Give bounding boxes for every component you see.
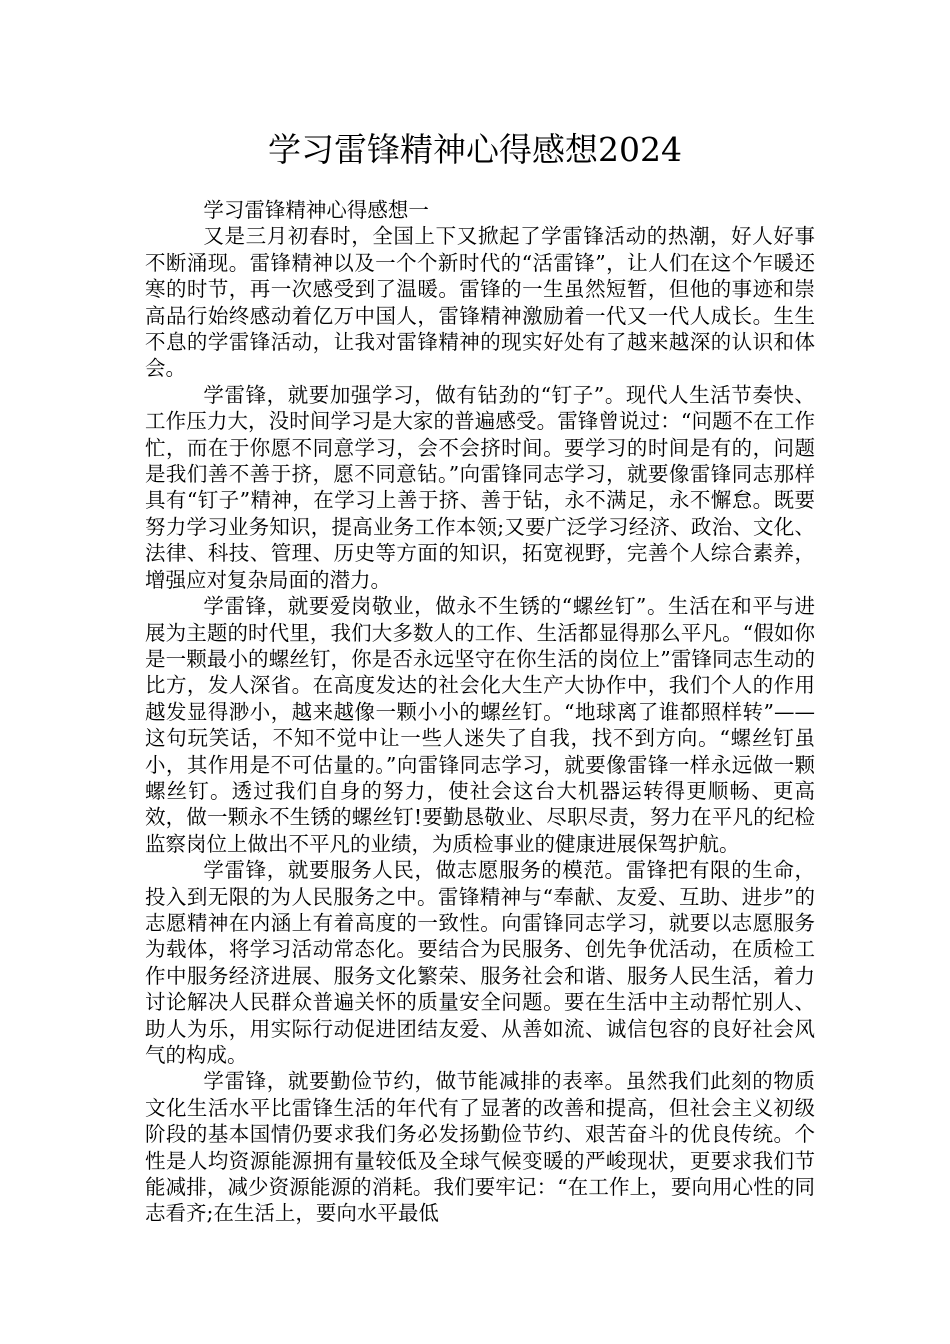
- document-title: 学习雷锋精神心得感想2024: [268, 130, 682, 169]
- paragraph-frugality: 学雷锋，就要勤俭节约，做节能减排的表率。虽然我们此刻的物质文化生活水平比雷锋生活的年代有了显著的改善和提高，但社会主义初级阶段的基本国情仍要求我们务必发扬勤俭节约、艰苦奋斗的优良传统。个性是人均资源能源拥有量较低及全球气候变暖的严峻现状，更要求我们节能减排，减少资源能源的消耗。我们要牢记：“在工作上，要向用心性的同志看齐;在生活上，要向水平最低: [145, 1069, 815, 1226]
- paragraph-intro: 又是三月初春时，全国上下又掀起了学雷锋活动的热潮，好人好事不断涌现。雷锋精神以及一个个新时代的“活雷锋”，让人们在这个乍暖还寒的时节，再一次感受到了温暖。雷锋的一生虽然短暂，但他的事迹和崇高品行始终感动着亿万中国人，雷锋精神激励着一代又一代人成长。生生不息的学雷锋活动，让我对雷锋精神的现实好处有了越来越深的认识和体会。: [145, 224, 815, 381]
- document-body: [145, 197, 815, 1227]
- paragraph-service: 学雷锋，就要服务人民，做志愿服务的模范。雷锋把有限的生命，投入到无限的为人民服务之中。雷锋精神与“奉献、友爱、互助、进步”的志愿精神在内涵上有着高度的一致性。向雷锋同志学习，就要以志愿服务为载体，将学习活动常态化。要结合为民服务、创先争优活动，在质检工作中服务经济进展、服务文化繁荣、服务社会和谐、服务人民生活，着力讨论解决人民群众普遍关怀的质量安全问题。要在生活中主动帮忙别人、助人为乐，用实际行动促进团结友爱、从善如流、诚信包容的良好社会风气的构成。: [145, 858, 815, 1067]
- paragraph-study: 学雷锋，就要加强学习，做有钻劲的“钉子”。现代人生活节奏快、工作压力大，没时间学习是大家的普遍感受。雷锋曾说过：“问题不在工作忙，而在于你愿不同意学习，会不会挤时间。要学习的时间是有的，问题是我们善不善于挤，愿不同意钻。”向雷锋同志学习，就要像雷锋同志那样具有“钉子”精神，在学习上善于挤、善于钻，永不满足，永不懈怠。既要努力学习业务知识，提高业务工作本领;又要广泛学习经济、政治、文化、法律、科技、管理、历史等方面的知识，拓宽视野，完善个人综合素养，增强应对复杂局面的潜力。: [145, 382, 815, 592]
- section-heading: 学习雷锋精神心得感想一: [203, 198, 429, 222]
- paragraph-dedication: 学雷锋，就要爱岗敬业，做永不生锈的“螺丝钉”。生活在和平与进展为主题的时代里，我们大多数人的工作、生活都显得那么平凡。“假如你是一颗最小的螺丝钉，你是否永远坚守在你生活的岗位上”雷锋同志生动的比方，发人深省。在高度发达的社会化大生产大协作中，我们个人的作用越发显得渺小，越来越像一颗小小的螺丝钉。“地球离了谁都照样转”——这句玩笑话，不知不觉中让一些人迷失了自我，找不到方向。“螺丝钉虽小，其作用是不可估量的。”向雷锋同志学习，就要像雷锋一样永远做一颗螺丝钉。透过我们自身的努力，使社会这台大机器运转得更顺畅、更高效，做一颗永不生锈的螺丝钉!要勤恳敬业、尽职尽责，努力在平凡的纪检监察岗位上做出不平凡的业绩，为质检事业的健康进展保驾护航。: [145, 594, 815, 856]
